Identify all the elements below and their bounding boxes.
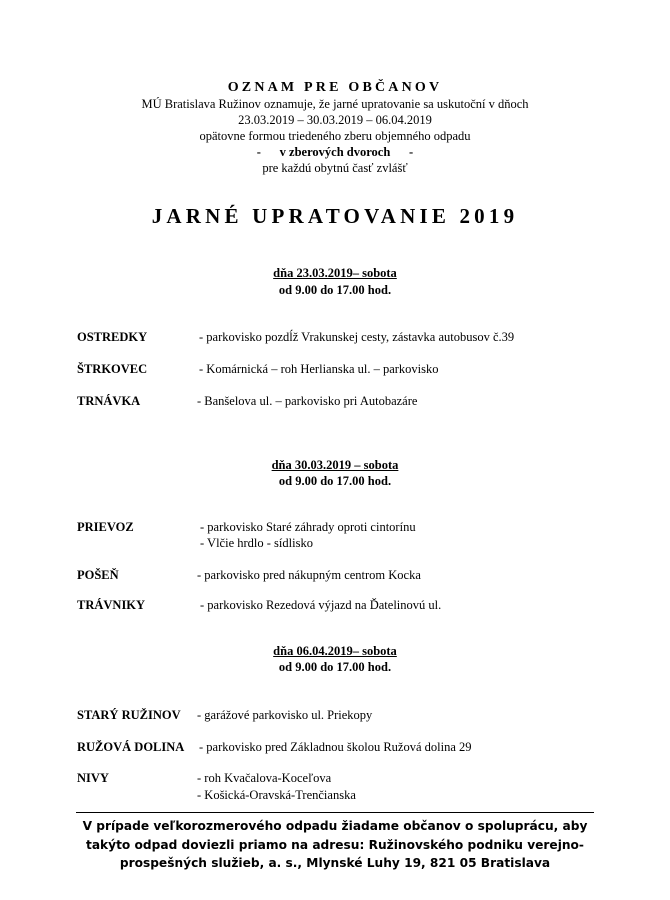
section-2-time: od 9.00 do 17.00 hod. (278, 474, 392, 488)
location-desc: - Košická-Oravská-Trenčianska (197, 788, 356, 802)
location-desc: - garážové parkovisko ul. Priekopy (197, 708, 373, 722)
intro-line-5: pre každú obytnú časť zvlášť (262, 161, 408, 175)
notice-heading: OZNAM PRE OBČANOV (227, 80, 443, 95)
location-desc: - Vlčie hrdlo - sídlisko (200, 536, 313, 550)
footer-line: takýto odpad doviezli priamo na adresu: Ružinovského podniku verejno- (86, 837, 584, 852)
location-name: TRÁVNIKY (77, 598, 146, 612)
location-name: POŠEŇ (77, 568, 119, 582)
intro-line-1: MÚ Bratislava Ružinov oznamuje, že jarné upratovanie sa uskutoční v dňoch (141, 97, 529, 111)
location-desc: - parkovisko pred Základnou školou Ružová dolina 29 (199, 740, 472, 754)
main-title: JARNÉ UPRATOVANIE 2019 (151, 204, 519, 228)
footer-line: V prípade veľkorozmerového odpadu žiadame občanov o spoluprácu, aby (82, 819, 588, 833)
section-2-date: dňa 30.03.2019 – sobota (271, 458, 399, 472)
location-desc: - Banšelova ul. – parkovisko pri Autobazáre (197, 394, 418, 408)
location-name: OSTREDKY (77, 330, 148, 344)
location-name: TRNÁVKA (77, 394, 141, 408)
footer-divider (76, 812, 594, 813)
location-desc: - roh Kvačalova-Koceľova (197, 771, 332, 785)
location-desc: - parkovisko pozdĺž Vrakunskej cesty, zástavka autobusov č.39 (199, 330, 515, 344)
location-name: ŠTRKOVEC (77, 362, 148, 376)
section-3-time: od 9.00 do 17.00 hod. (278, 660, 392, 674)
section-3-date: dňa 06.04.2019– sobota (273, 644, 397, 658)
location-desc: - parkovisko Staré záhrady oproti cintorínu (200, 520, 416, 534)
location-name: RUŽOVÁ DOLINA (77, 740, 185, 754)
location-name: NIVY (77, 771, 109, 785)
section-1-time: od 9.00 do 17.00 hod. (278, 283, 392, 297)
intro-line-3: opätovne formou triedeného zberu objemného odpadu (199, 129, 471, 143)
location-desc: - parkovisko pred nákupným centrom Kocka (197, 568, 421, 582)
section-1-date: dňa 23.03.2019– sobota (273, 266, 397, 280)
footer-line: prospešných služieb, a. s., Mlynské Luhy 19, 821 05 Bratislava (119, 856, 551, 870)
location-name: STARÝ RUŽINOV (77, 708, 181, 722)
intro-collection-yards: - v zberových dvoroch - (256, 145, 414, 159)
location-name: PRIEVOZ (77, 520, 134, 534)
intro-dates: 23.03.2019 – 30.03.2019 – 06.04.2019 (238, 113, 432, 127)
location-desc: - parkovisko Rezedová výjazd na Ďatelinovú ul. (200, 598, 442, 612)
location-desc: - Komárnická – roh Herlianska ul. – parkovisko (199, 362, 439, 376)
footer-note (60, 817, 610, 873)
